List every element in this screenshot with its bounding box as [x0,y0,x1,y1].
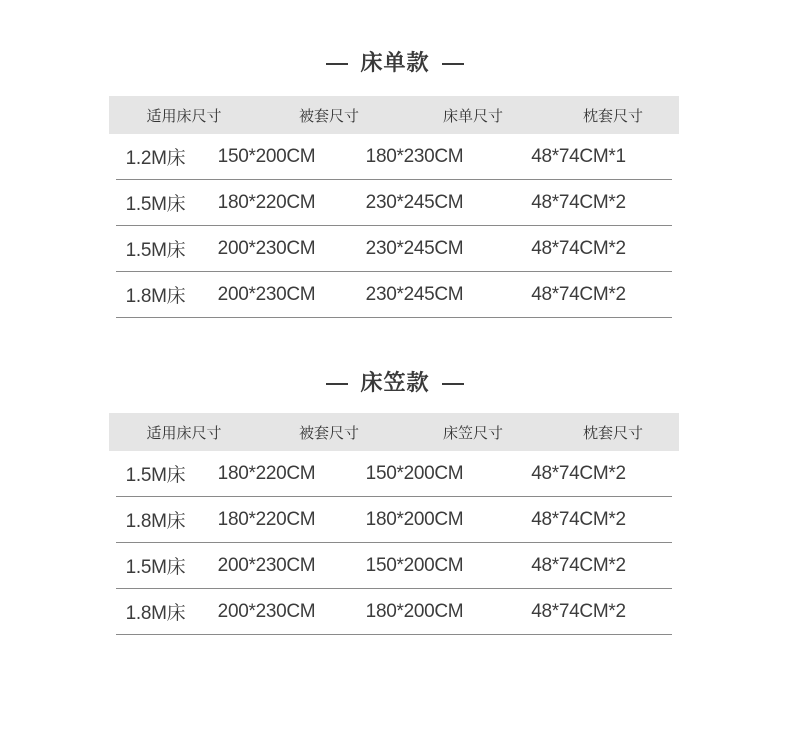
pillowcase-size-cell: 48*74CM*2 [531,600,626,622]
bed-size-cell: 1.8M床 [125,286,186,307]
pillowcase-size-cell: 48*74CM*2 [531,508,626,530]
sheet-size-cell: 230*245CM [365,237,464,259]
table-row [116,451,672,497]
table-row [116,226,672,272]
duvet-size-cell: 180*220CM [217,191,316,213]
bed-size-cell: 1.5M床 [125,557,186,578]
table-header [109,413,679,451]
duvet-size-cell: 200*230CM [217,600,316,622]
table-row [116,134,672,180]
duvet-size-cell: 200*230CM [217,237,316,259]
header-pillowcase-size: 枕套尺寸 [582,423,643,442]
bed-size-cell: 1.2M床 [125,148,186,169]
table-row [116,180,672,226]
table-row [116,589,672,635]
header-fitted-sheet-size: 床笠尺寸 [442,423,503,442]
fitted-sheet-size-cell: 180*200CM [365,600,464,622]
fitted-sheet-size-cell: 180*200CM [365,508,464,530]
table-header [109,96,679,134]
duvet-size-cell: 200*230CM [217,283,316,305]
pillowcase-size-cell: 48*74CM*2 [531,462,626,484]
table-row [116,497,672,543]
header-duvet-size: 被套尺寸 [298,423,359,442]
bed-size-cell: 1.8M床 [125,511,186,532]
bed-size-cell: 1.8M床 [125,603,186,624]
pillowcase-size-cell: 48*74CM*2 [531,554,626,576]
duvet-size-cell: 200*230CM [217,554,316,576]
table-row [116,543,672,589]
header-sheet-size: 床单尺寸 [442,106,503,125]
duvet-size-cell: 180*220CM [217,508,316,530]
sheet-section-title [0,46,790,77]
sheet-size-cell: 180*230CM [365,145,464,167]
duvet-size-cell: 150*200CM [217,145,316,167]
pillowcase-size-cell: 48*74CM*2 [531,237,626,259]
pillowcase-size-cell: 48*74CM*2 [531,283,626,305]
sheet-size-cell: 230*245CM [365,191,464,213]
sheet-size-cell: 230*245CM [365,283,464,305]
bed-size-cell: 1.5M床 [125,465,186,486]
fitted-size-table [109,413,679,635]
header-bed-size: 适用床尺寸 [146,423,222,442]
title-dash-left [326,383,348,385]
fitted-section-title-text: 床笠款 [360,371,430,396]
table-row [116,272,672,318]
sheet-section-title-text: 床单款 [360,51,430,76]
title-dash-right [442,383,464,385]
title-dash-left [326,63,348,65]
pillowcase-size-cell: 48*74CM*2 [531,191,626,213]
bed-size-cell: 1.5M床 [125,194,186,215]
header-bed-size: 适用床尺寸 [146,106,222,125]
fitted-sheet-size-cell: 150*200CM [365,462,464,484]
pillowcase-size-cell: 48*74CM*1 [531,145,626,167]
fitted-section-title [0,366,790,397]
duvet-size-cell: 180*220CM [217,462,316,484]
bed-size-cell: 1.5M床 [125,240,186,261]
sheet-size-table [109,96,679,318]
title-dash-right [442,63,464,65]
fitted-sheet-size-cell: 150*200CM [365,554,464,576]
header-duvet-size: 被套尺寸 [298,106,359,125]
header-pillowcase-size: 枕套尺寸 [582,106,643,125]
